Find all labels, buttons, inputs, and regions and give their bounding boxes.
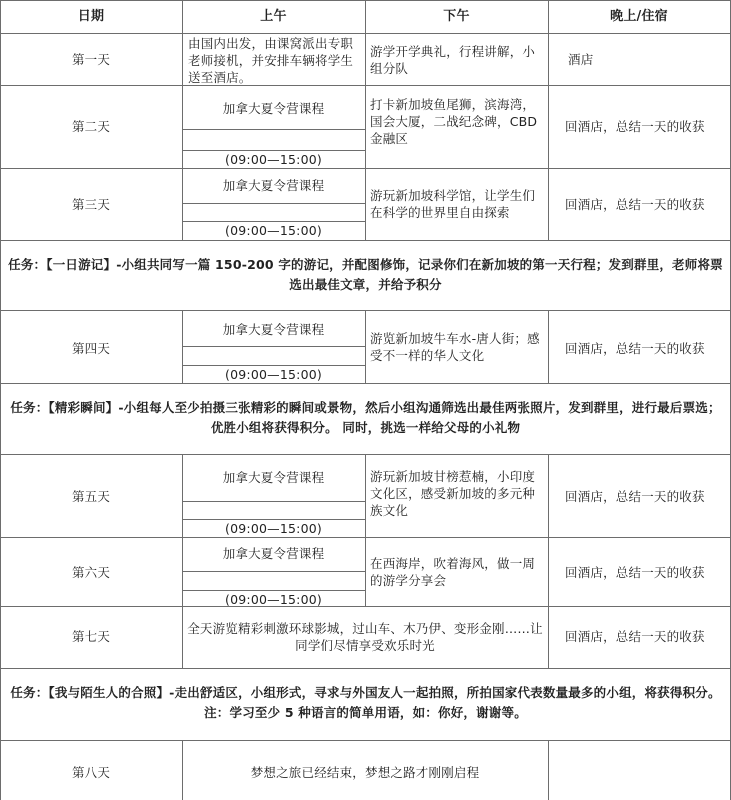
day-label: 第五天 [71, 489, 111, 504]
class-time: (09:00—15:00) [225, 367, 322, 382]
task-note: 任务：【精彩瞬间】-小组每人至少拍摄三张精彩的瞬间或景物，然后小组沟通筛选出最佳两张照片，发到群里，进行最后票选；优胜小组将获得积分。 同时，挑选一样给父母的小礼物 [10, 400, 721, 435]
evening-activity: 回酒店，总结一天的收获 [565, 489, 705, 504]
evening-activity: 回酒店，总结一天的收获 [565, 197, 705, 212]
day-label: 第八天 [71, 765, 111, 780]
day-label: 第三天 [71, 197, 111, 212]
header-morning: 上午 [260, 9, 287, 24]
morning-activity: 加拿大夏令营课程 [222, 470, 325, 485]
afternoon-activity: 打卡新加坡鱼尾狮，滨海湾，国会大厦，二战纪念碑，CBD金融区 [370, 97, 538, 146]
day-label: 第七天 [71, 629, 111, 644]
day-label: 第四天 [71, 341, 111, 356]
evening-activity: 回酒店，总结一天的收获 [565, 629, 705, 644]
evening-activity: 回酒店，总结一天的收获 [565, 341, 705, 356]
fullday-activity: 梦想之旅已经结束，梦想之路才刚刚启程 [250, 765, 480, 780]
fullday-activity: 全天游览精彩刺激环球影城，过山车、木乃伊、变形金刚……让同学们尽情享受欢乐时光 [187, 621, 543, 653]
afternoon-activity: 游学开学典礼，行程讲解，小组分队 [370, 44, 536, 76]
morning-activity: 加拿大夏令营课程 [222, 178, 325, 193]
class-time: (09:00—15:00) [225, 592, 322, 607]
morning-activity: 加拿大夏令营课程 [222, 101, 325, 116]
task-note: 任务：【一日游记】-小组共同写一篇 150-200 字的游记，并配图修饰，记录你们在新加坡的第一天行程；发到群里，老师将票选出最佳文章，并给予积分 [8, 257, 723, 292]
afternoon-activity: 游玩新加坡甘榜惹楠，小印度文化区，感受新加坡的多元种族文化 [370, 469, 536, 518]
task-note: 任务：【我与陌生人的合照】-走出舒适区，小组形式，寻求与外国友人一起拍照，所拍国家代表数量最多的小组，将获得积分。 注：学习至少 5 种语言的简单用语，如：你好，谢谢等。 [10, 685, 721, 720]
day-label: 第一天 [71, 52, 111, 67]
morning-activity: 加拿大夏令营课程 [222, 546, 325, 561]
evening-activity: 酒店 [568, 52, 594, 67]
afternoon-activity: 在西海岸，吹着海风，做一周的游学分享会 [370, 556, 536, 588]
afternoon-activity: 游玩新加坡科学馆，让学生们在科学的世界里自由探索 [370, 188, 536, 220]
day-label: 第六天 [71, 565, 111, 580]
morning-activity: 加拿大夏令营课程 [222, 322, 325, 337]
class-time: (09:00—15:00) [225, 223, 322, 238]
morning-activity: 由国内出发，由课窝派出专职老师接机，并安排车辆将学生送至酒店。 [188, 36, 354, 85]
header-evening: 晚上/住宿 [610, 9, 668, 24]
evening-activity: 回酒店，总结一天的收获 [565, 119, 705, 134]
afternoon-activity: 游览新加坡牛车水-唐人街；感受不一样的华人文化 [370, 331, 540, 363]
day-label: 第二天 [71, 119, 111, 134]
header-date: 日期 [77, 9, 105, 24]
evening-activity: 回酒店，总结一天的收获 [565, 565, 705, 580]
class-time: (09:00—15:00) [225, 521, 322, 536]
header-afternoon: 下午 [443, 9, 470, 24]
class-time: (09:00—15:00) [225, 152, 322, 167]
